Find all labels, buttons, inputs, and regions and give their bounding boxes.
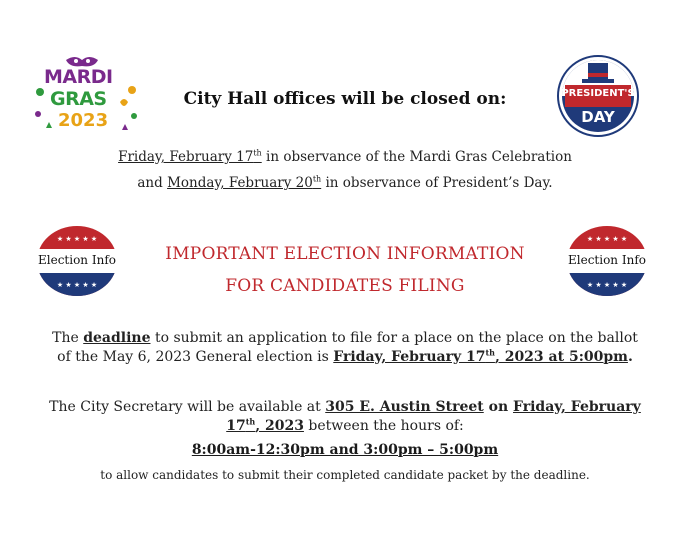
secretary-address: 305 E. Austin Street — [325, 399, 484, 415]
mardi-gras-line1: MARDI — [44, 66, 113, 88]
closure-friday-date: Friday, February 17th — [118, 148, 262, 165]
secretary-date-part2: 17th, 2023 — [226, 416, 304, 434]
footer-note: to allow candidates to submit their completed candidate packet by the deadline. — [100, 468, 590, 482]
closure-heading: City Hall offices will be closed on: — [183, 89, 507, 109]
secretary-date-part1: Friday, February — [513, 399, 641, 415]
presidents-day-line2: DAY — [581, 108, 615, 126]
presidents-day-logo — [557, 55, 639, 137]
election-info-badge-left — [36, 225, 118, 297]
deadline-date: Friday, February 17th, 2023 at 5:00pm — [333, 347, 628, 365]
svg-text:★ ★ ★ ★ ★: ★ ★ ★ ★ ★ — [56, 281, 98, 289]
secretary-paragraph: The City Secretary will be available at 305 E. Austin Street on Friday, February 17th, 2023 between the hours of: — [49, 399, 641, 434]
mardi-gras-logo — [30, 52, 142, 142]
mardi-gras-line2: GRAS — [50, 88, 107, 110]
election-info-badge-right — [566, 225, 648, 297]
svg-text:★ ★ ★ ★ ★: ★ ★ ★ ★ ★ — [56, 235, 98, 243]
mardi-gras-year: 2023 — [58, 110, 109, 131]
svg-text:★ ★ ★ ★ ★: ★ ★ ★ ★ ★ — [586, 281, 628, 289]
presidents-day-line1: PRESIDENT'S — [561, 88, 635, 99]
closure-friday: Friday, February 17th in observance of the Mardi Gras Celebration — [118, 148, 572, 165]
election-title-line1: IMPORTANT ELECTION INFORMATION — [165, 244, 525, 264]
filing-hours: 8:00am-12:30pm and 3:00pm – 5:00pm — [191, 442, 499, 458]
closure-monday: and Monday, February 20th in observance of President’s Day. — [137, 174, 553, 191]
deadline-keyword: deadline — [83, 330, 151, 346]
election-badge-label-left: Election Info — [38, 253, 116, 267]
election-badge-label-right: Election Info — [568, 253, 646, 267]
election-title-line2: FOR CANDIDATES FILING — [225, 276, 465, 296]
svg-text:★ ★ ★ ★ ★: ★ ★ ★ ★ ★ — [586, 235, 628, 243]
deadline-paragraph: The deadline to submit an application to file for a place on the place on the ballot of the May 6, 2023 General election is Friday, February 17th, 2023 at 5:00pm. — [52, 330, 638, 365]
closure-monday-date: Monday, February 20th — [167, 174, 322, 191]
